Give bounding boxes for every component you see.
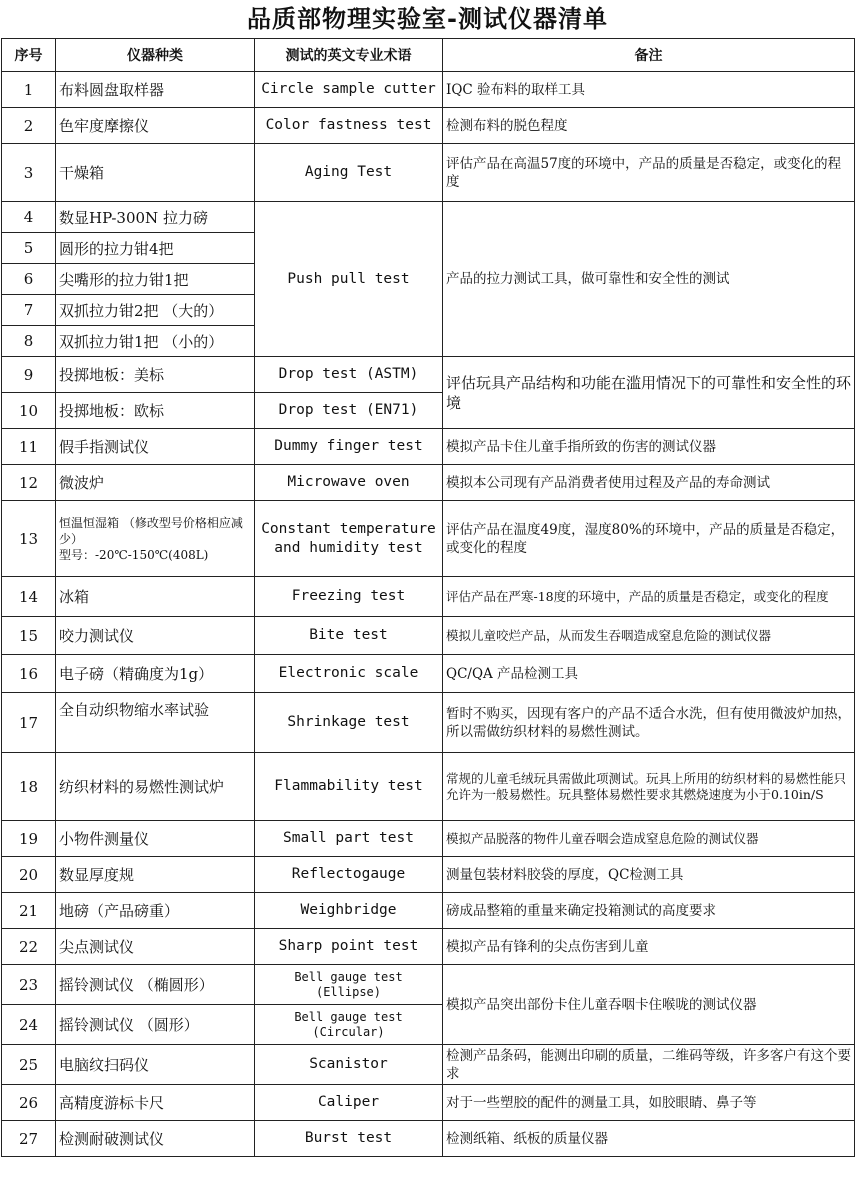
row-no: 18 [2,753,56,821]
row-instrument: 纺织材料的易燃性测试炉 [56,753,255,821]
row-no: 5 [2,233,56,264]
row-remark: 模拟产品脱落的物件儿童吞咽会造成窒息危险的测试仪器 [443,821,855,857]
row-no: 8 [2,326,56,357]
row-instrument: 投掷地板：美标 [56,357,255,393]
table-row [2,108,855,144]
row-remark: 评估产品在高温57度的环境中，产品的质量是否稳定，或变化的程度 [443,144,855,202]
table-row [2,429,855,465]
row-no: 27 [2,1121,56,1157]
row-instrument: 投掷地板：欧标 [56,393,255,429]
row-instrument: 全自动织物缩水率试验 [56,693,255,753]
row-remark: 评估产品在温度49度，湿度80%的环境中，产品的质量是否稳定，或变化的程度 [443,501,855,577]
row-no: 2 [2,108,56,144]
row-term: Electronic scale [255,655,443,693]
row-term: Caliper [255,1085,443,1121]
table-row [2,893,855,929]
row-instrument: 干燥箱 [56,144,255,202]
page-title: 品质部物理实验室-测试仪器清单 [247,5,608,33]
row-instrument: 电子磅（精确度为1g） [56,655,255,693]
row-term: Circle sample cutter [255,72,443,108]
row-instrument: 高精度游标卡尺 [56,1085,255,1121]
row-remark: 对于一些塑胶的配件的测量工具，如胶眼睛、鼻子等 [443,1085,855,1121]
row-term: Aging Test [255,144,443,202]
table-row [2,465,855,501]
table-row [2,577,855,617]
header-instrument: 仪器种类 [56,39,255,72]
row-remark: 模拟儿童咬烂产品，从而发生吞咽造成窒息危险的测试仪器 [443,617,855,655]
push-pull-term: Push pull test [255,202,443,357]
table-row [2,72,855,108]
table-row [2,202,855,233]
table-row [2,357,855,393]
row-instrument: 双抓拉力钳2把 （大的） [56,295,255,326]
row-no: 26 [2,1085,56,1121]
table-row [2,693,855,753]
row-term: Bell gauge test (Circular) [255,1005,443,1045]
row-no: 9 [2,357,56,393]
row-instrument: 恒温恒湿箱 （修改型号价格相应减少） 型号：-20℃-150℃(408L) [56,501,255,577]
row-remark: 模拟产品有锋利的尖点伤害到儿童 [443,929,855,965]
row-instrument: 数显HP-300N 拉力磅 [56,202,255,233]
row-remark: 检测产品条码，能测出印刷的质量，二维码等级，许多客户有这个要求 [443,1045,855,1085]
row-remark: 评估产品在严寒-18度的环境中，产品的质量是否稳定，或变化的程度 [443,577,855,617]
row-no: 23 [2,965,56,1005]
row-instrument: 圆形的拉力钳4把 [56,233,255,264]
row-no: 3 [2,144,56,202]
row-instrument: 摇铃测试仪 （圆形） [56,1005,255,1045]
row-no: 17 [2,693,56,753]
row-instrument: 色牢度摩擦仪 [56,108,255,144]
row-instrument: 微波炉 [56,465,255,501]
row-instrument: 双抓拉力钳1把 （小的） [56,326,255,357]
drop-remark: 评估玩具产品结构和功能在滥用情况下的可靠性和安全性的环境 [443,357,855,429]
row-instrument: 地磅（产品磅重） [56,893,255,929]
table-row [2,821,855,857]
row-no: 22 [2,929,56,965]
row-no: 13 [2,501,56,577]
row-remark: QC/QA 产品检测工具 [443,655,855,693]
row-no: 7 [2,295,56,326]
table-row [2,929,855,965]
row-remark: 检测纸箱、纸板的质量仪器 [443,1121,855,1157]
row-term: Bite test [255,617,443,655]
push-pull-remark: 产品的拉力测试工具，做可靠性和安全性的测试 [443,202,855,357]
row-instrument: 摇铃测试仪 （椭圆形） [56,965,255,1005]
row-no: 1 [2,72,56,108]
table-header-row [2,39,855,72]
row-term: Flammability test [255,753,443,821]
row-instrument: 冰箱 [56,577,255,617]
row-no: 11 [2,429,56,465]
row-term: Color fastness test [255,108,443,144]
row-remark: 暂时不购买，因现有客户的产品不适合水洗，但有使用微波炉加热，所以需做纺织材料的易燃性测试。 [443,693,855,753]
row-no: 24 [2,1005,56,1045]
row-term: Sharp point test [255,929,443,965]
row-instrument: 咬力测试仪 [56,617,255,655]
row-no: 16 [2,655,56,693]
table-row [2,753,855,821]
row-instrument: 数显厚度规 [56,857,255,893]
row-instrument: 小物件测量仪 [56,821,255,857]
header-no: 序号 [2,39,56,72]
table-row [2,144,855,202]
row-term: Drop test (ASTM) [255,357,443,393]
table-row [2,1085,855,1121]
row-no: 25 [2,1045,56,1085]
row-remark: 模拟产品卡住儿童手指所致的伤害的测试仪器 [443,429,855,465]
row-instrument: 尖嘴形的拉力钳1把 [56,264,255,295]
row-remark: 测量包装材料胶袋的厚度，QC检测工具 [443,857,855,893]
instrument-table [1,38,855,1157]
row-term: Small part test [255,821,443,857]
row-no: 12 [2,465,56,501]
header-term: 测试的英文专业术语 [255,39,443,72]
row-no: 20 [2,857,56,893]
row-term: Dummy finger test [255,429,443,465]
row-remark: IQC 验布料的取样工具 [443,72,855,108]
row-instrument: 尖点测试仪 [56,929,255,965]
row-no: 10 [2,393,56,429]
row-term: Scanistor [255,1045,443,1085]
row-remark: 模拟本公司现有产品消费者使用过程及产品的寿命测试 [443,465,855,501]
table-row [2,1045,855,1085]
row-remark: 常规的儿童毛绒玩具需做此项测试。玩具上所用的纺织材料的易燃性能只允许为一般易燃性。玩具整体易燃性要求其燃烧速度为小于0.10in/S [443,753,855,821]
table-row [2,965,855,1005]
row-term: Reflectogauge [255,857,443,893]
row-no: 14 [2,577,56,617]
row-term: Constant temperature and humidity test [255,501,443,577]
row-instrument: 布料圆盘取样器 [56,72,255,108]
row-term: Shrinkage test [255,693,443,753]
table-row [2,655,855,693]
header-remark: 备注 [443,39,855,72]
row-no: 15 [2,617,56,655]
row-instrument: 检测耐破测试仪 [56,1121,255,1157]
row-remark: 检测布料的脱色程度 [443,108,855,144]
row-term: Microwave oven [255,465,443,501]
table-row [2,1121,855,1157]
row-no: 4 [2,202,56,233]
row-instrument: 电脑纹扫码仪 [56,1045,255,1085]
row-term: Weighbridge [255,893,443,929]
row-term: Drop test (EN71) [255,393,443,429]
bell-remark: 模拟产品突出部份卡住儿童吞咽卡住喉咙的测试仪器 [443,965,855,1045]
row-no: 19 [2,821,56,857]
row-no: 6 [2,264,56,295]
table-row [2,617,855,655]
row-term: Burst test [255,1121,443,1157]
table-row [2,501,855,577]
row-term: Freezing test [255,577,443,617]
row-remark: 磅成品整箱的重量来确定投箱测试的高度要求 [443,893,855,929]
table-row [2,857,855,893]
row-no: 21 [2,893,56,929]
row-term: Bell gauge test (Ellipse) [255,965,443,1005]
row-instrument: 假手指测试仪 [56,429,255,465]
